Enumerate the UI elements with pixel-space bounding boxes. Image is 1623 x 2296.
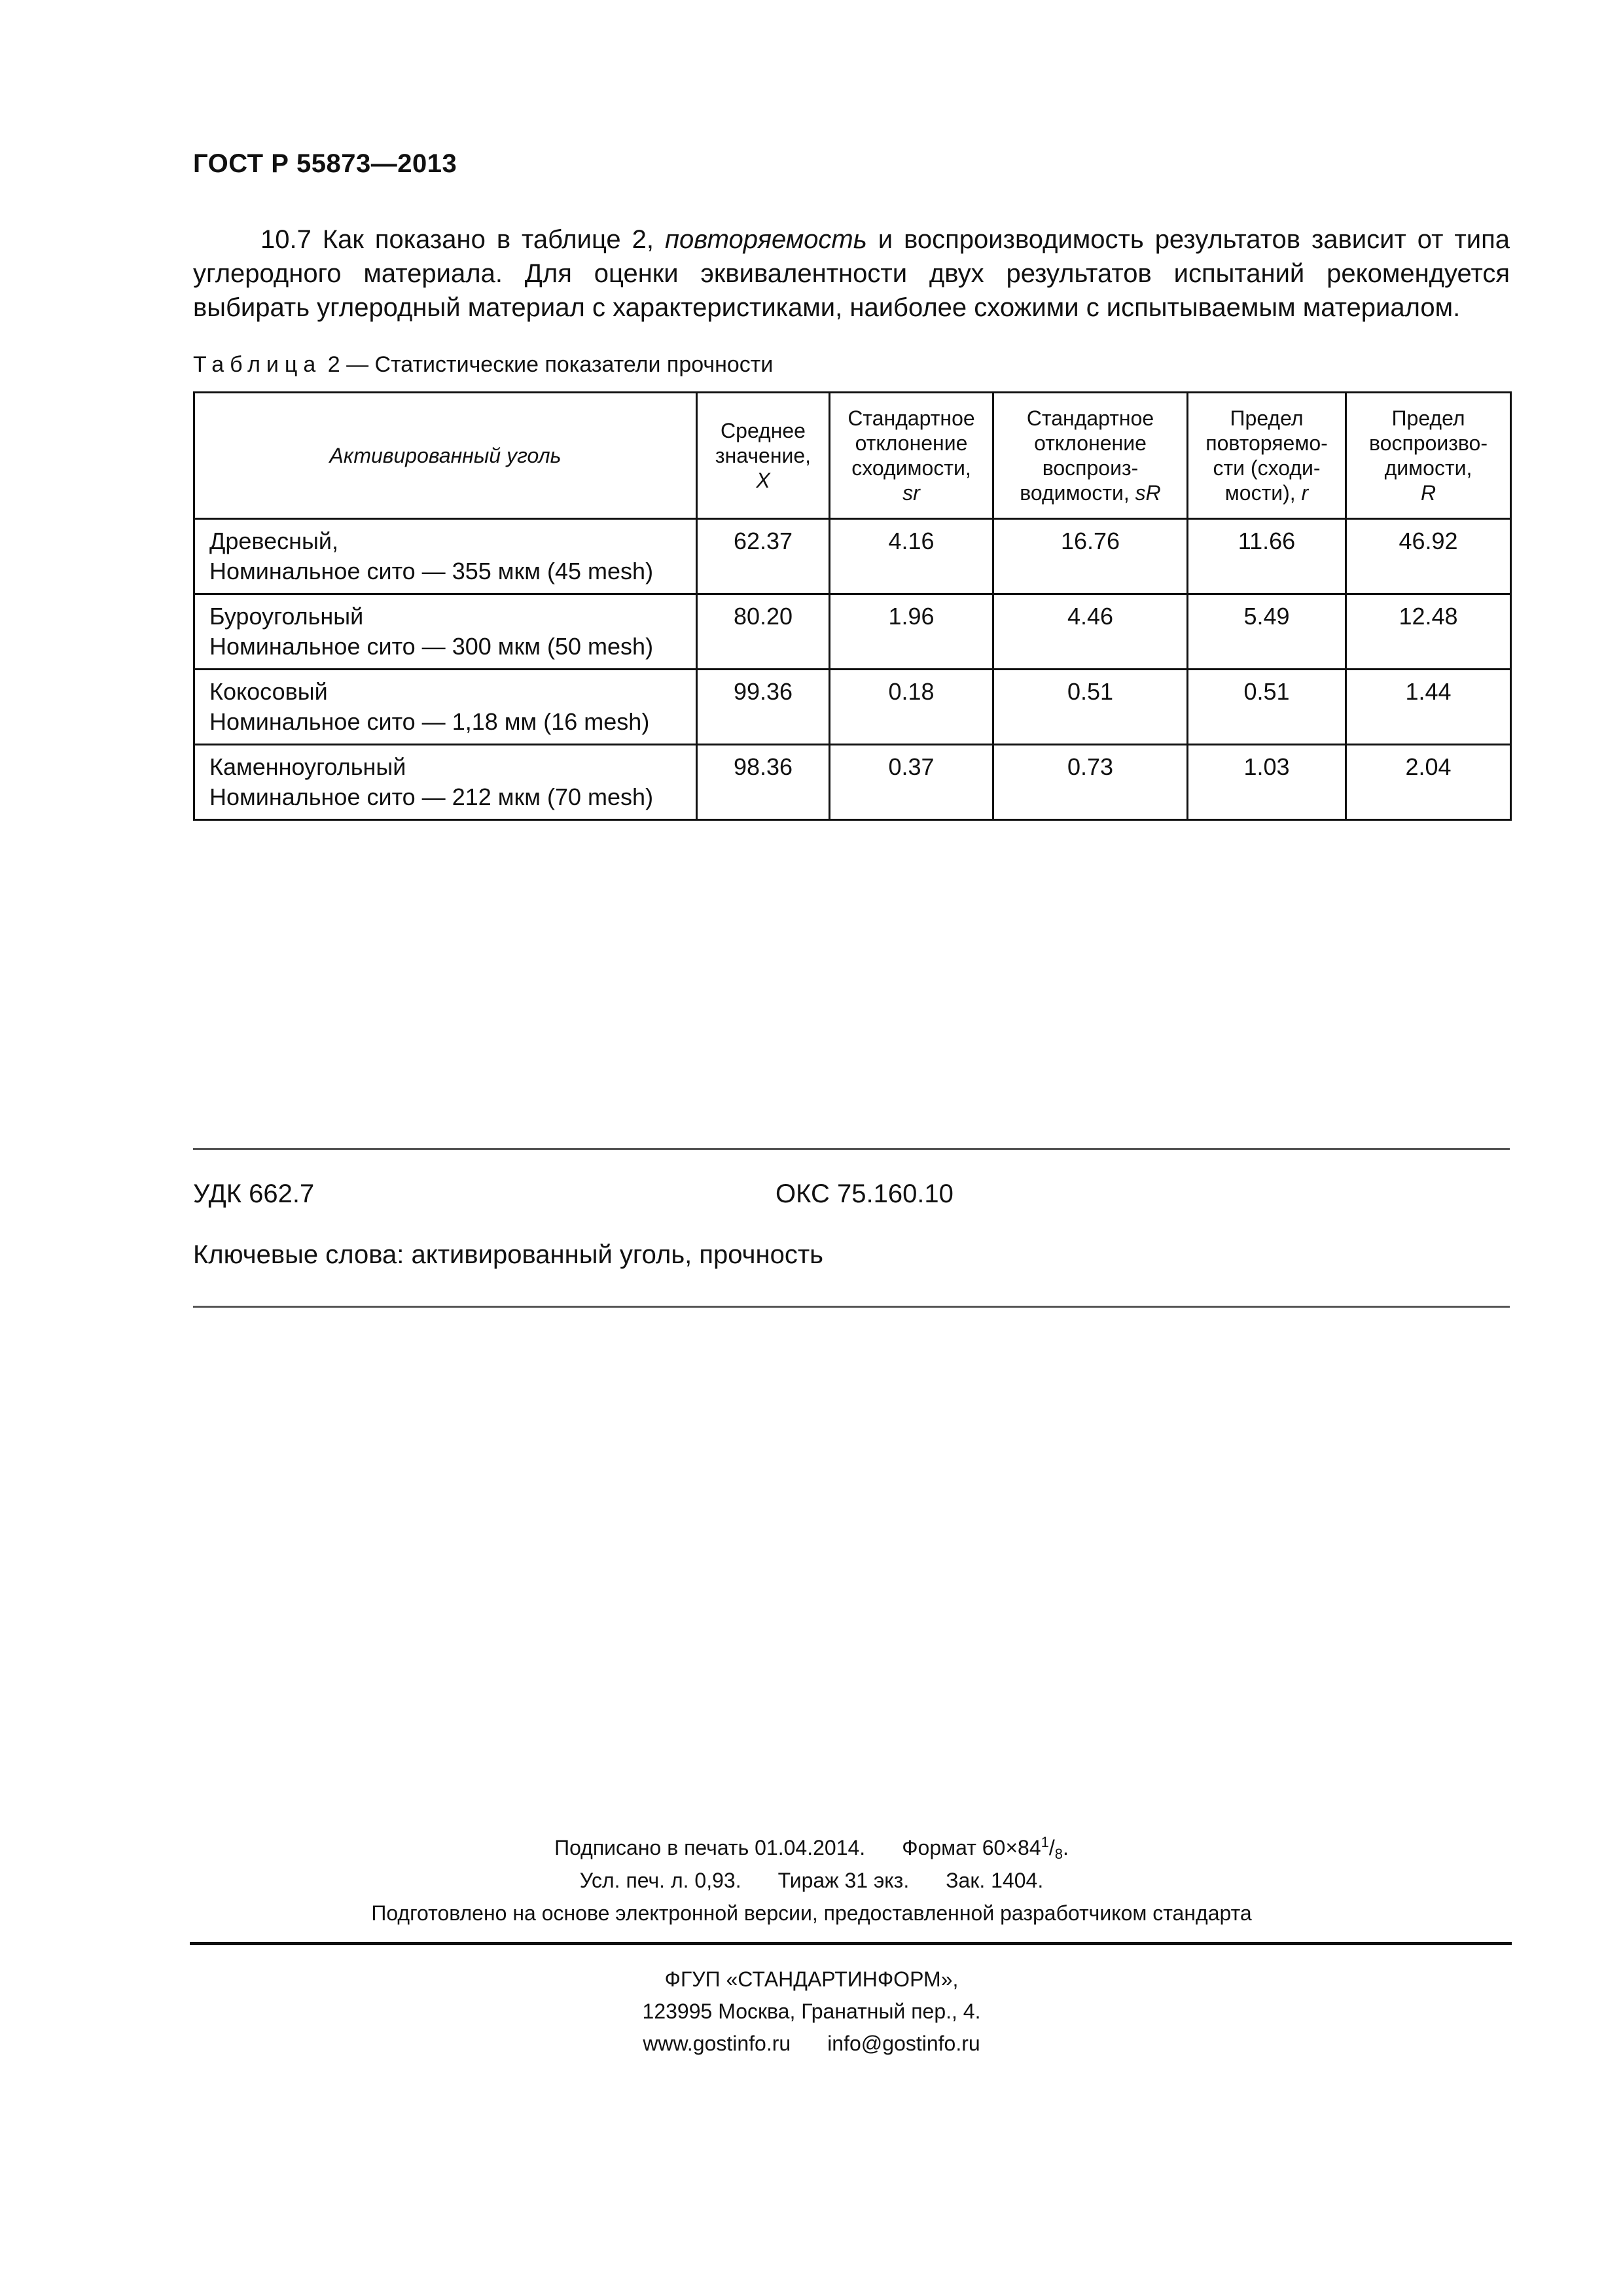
paragraph-emphasis: повторяемость: [664, 225, 867, 254]
cell-carbon-type: Каменноугольный Номинальное сито — 212 мкм (70 mesh): [194, 745, 697, 820]
cell-r: 5.49: [1188, 594, 1346, 670]
cell-R: 1.44: [1346, 670, 1511, 745]
cell-mean: 80.20: [697, 594, 830, 670]
cell-R: 2.04: [1346, 745, 1511, 820]
cell-sR: 0.51: [993, 670, 1188, 745]
cell-sR: 4.46: [993, 594, 1188, 670]
header-activated-carbon: Активированный уголь: [194, 393, 697, 519]
table-caption-label: Таблица: [193, 352, 322, 377]
paragraph-10-7: [193, 223, 1510, 325]
cell-sr: 4.16: [830, 519, 993, 594]
table-row: [194, 670, 1511, 745]
cell-R: 12.48: [1346, 594, 1511, 670]
cell-sr: 1.96: [830, 594, 993, 670]
document-code: ГОСТ Р 55873—2013: [193, 149, 457, 178]
divider-top: [193, 1148, 1510, 1150]
imprint-prepared-note: Подготовлено на основе электронной версии, предоставленной разработчиком стандарта: [371, 1901, 1252, 1925]
divider-bottom: [193, 1306, 1510, 1308]
header-repeatability-limit: Предел повторяемо-сти (сходи-мости), r: [1188, 393, 1346, 519]
table-header-row: [194, 393, 1511, 519]
table-caption-title: 2 — Статистические показатели прочности: [321, 352, 774, 377]
header-repeatability-sd: Стандартное отклонение сходимости, sr: [830, 393, 993, 519]
cell-sr: 0.37: [830, 745, 993, 820]
table-row: [194, 594, 1511, 670]
publisher-contacts: [0, 2030, 1623, 2056]
header-mean-value: Среднее значение, X: [697, 393, 830, 519]
cell-r: 0.51: [1188, 670, 1346, 745]
cell-mean: 99.36: [697, 670, 830, 745]
publisher-website-link[interactable]: www.gostinfo.ru: [643, 2032, 791, 2055]
cell-carbon-type: Буроугольный Номинальное сито — 300 мкм (50 mesh): [194, 594, 697, 670]
cell-sR: 16.76: [993, 519, 1188, 594]
cell-carbon-type: Древесный, Номинальное сито — 355 мкм (45 mesh): [194, 519, 697, 594]
table-caption: [193, 351, 773, 378]
paragraph-text-start: 10.7 Как показано в таблице 2,: [260, 225, 665, 254]
cell-R: 46.92: [1346, 519, 1511, 594]
statistics-table: [193, 391, 1512, 821]
table-row: [194, 745, 1511, 820]
table-row: [194, 519, 1511, 594]
publisher-email-link[interactable]: info@gostinfo.ru: [827, 2032, 980, 2055]
cell-sr: 0.18: [830, 670, 993, 745]
imprint-divider: [190, 1942, 1512, 1945]
cell-sR: 0.73: [993, 745, 1188, 820]
imprint-print-details: Усл. печ. л. 0,93. Тираж 31 экз. Зак. 1404.: [579, 1869, 1044, 1892]
cell-mean: 98.36: [697, 745, 830, 820]
cell-r: 11.66: [1188, 519, 1346, 594]
header-reproducibility-limit: Предел воспроизво-димости, R: [1346, 393, 1511, 519]
paragraph-text-end: и воспроизводимость результатов зависит от типа углеродного материала. Для оценки эквивалентности двух результатов испытаний рекомендуется выбирать углеродный материал с характеристиками, наиболее схожими с испытываемым материалом.: [193, 225, 1510, 322]
cell-carbon-type: Кокосовый Номинальное сито — 1,18 мм (16 mesh): [194, 670, 697, 745]
header-reproducibility-sd: Стандартное отклонение воспроиз-водимости, sR: [993, 393, 1188, 519]
cell-r: 1.03: [1188, 745, 1346, 820]
imprint-signed-format: Подписано в печать 01.04.2014. Формат $60\times 84^1/_8$.: [554, 1834, 1069, 1862]
publisher-name: ФГУП «СТАНДАРТИНФОРМ»,: [664, 1967, 959, 1991]
oks-code: ОКС 75.160.10: [776, 1179, 954, 1208]
keywords: Ключевые слова: активированный уголь, прочность: [193, 1240, 823, 1269]
udk-code: УДК 662.7: [193, 1179, 315, 1208]
publisher-address: 123995 Москва, Гранатный пер., 4.: [642, 2000, 981, 2023]
cell-mean: 62.37: [697, 519, 830, 594]
